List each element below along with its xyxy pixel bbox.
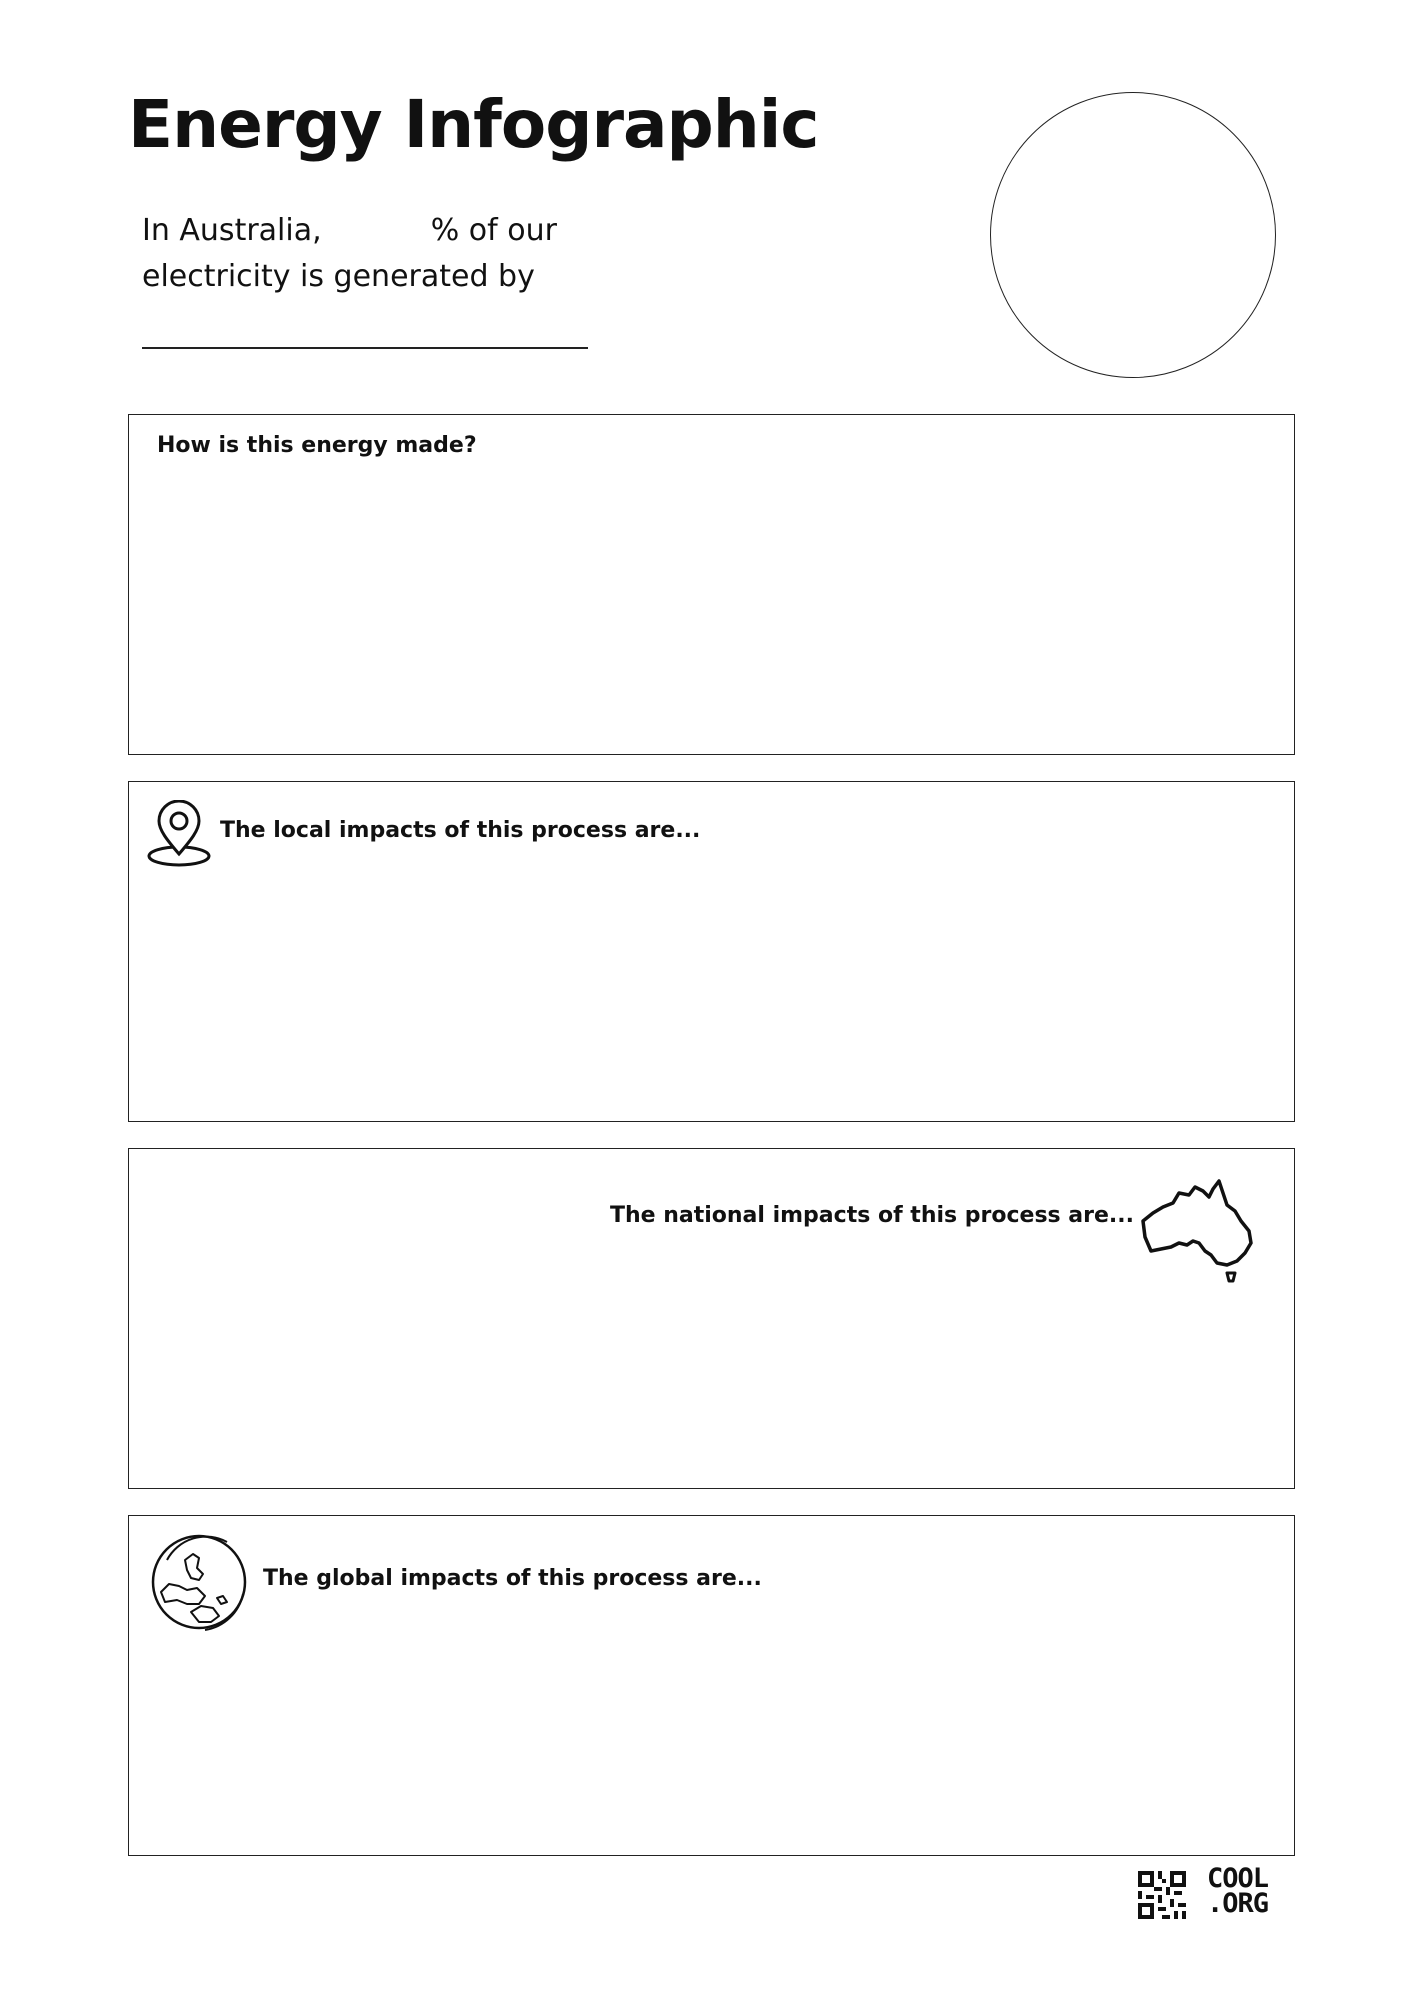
- intro-text: [142, 208, 612, 300]
- global-impacts-label: The global impacts of this process are...: [263, 1566, 762, 1591]
- national-impacts-label: The national impacts of this process are...: [609, 1203, 1134, 1228]
- page-title: Energy Infographic: [128, 86, 819, 163]
- cool-org-logo: [1207, 1863, 1283, 1919]
- logo-line2: .ORG: [1207, 1888, 1269, 1919]
- qr-code-icon[interactable]: [1138, 1871, 1186, 1919]
- globe-icon: [147, 1530, 251, 1634]
- energy-made-box[interactable]: [128, 414, 1295, 755]
- energy-made-label: How is this energy made?: [157, 433, 477, 458]
- intro-part2: % of our electricity is generated by: [142, 213, 557, 294]
- location-pin-icon: [147, 800, 215, 870]
- intro-part1: In Australia,: [142, 213, 322, 248]
- local-impacts-label: The local impacts of this process are...: [220, 818, 701, 843]
- australia-map-icon: [1139, 1177, 1261, 1289]
- logo-line1: COOL: [1207, 1863, 1269, 1894]
- local-impacts-box[interactable]: [128, 781, 1295, 1122]
- energy-source-answer-line[interactable]: [142, 347, 588, 349]
- national-impacts-box[interactable]: [128, 1148, 1295, 1489]
- drawing-circle[interactable]: [990, 92, 1276, 378]
- global-impacts-box[interactable]: [128, 1515, 1295, 1856]
